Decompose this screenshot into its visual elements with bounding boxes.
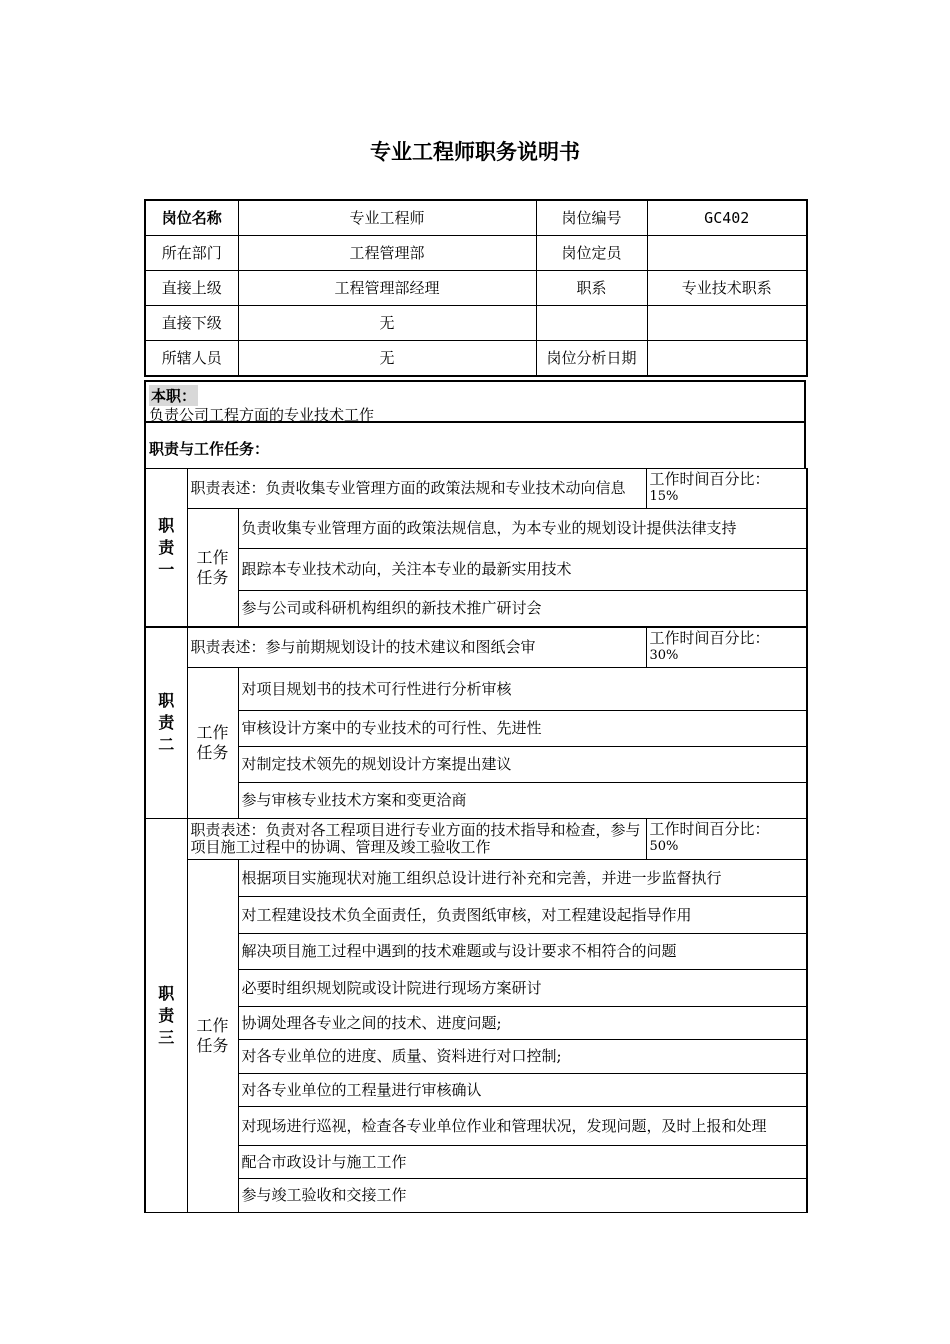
info-value: 工程管理部 <box>238 236 536 271</box>
info-value: 无 <box>238 306 536 341</box>
task-item: 对制定技术领先的规划设计方案提出建议 <box>238 747 807 783</box>
document-title: 专业工程师职务说明书 <box>370 140 580 164</box>
task-item: 必要时组织规划院或设计院进行现场方案研讨 <box>238 970 807 1007</box>
info-label: 职系 <box>536 271 647 306</box>
task-row <box>145 1179 807 1213</box>
task-item: 对各专业单位的进度、质量、资料进行对口控制; <box>238 1040 807 1074</box>
info-label <box>536 306 647 341</box>
task-item: 解决项目施工过程中遇到的技术难题或与设计要求不相符合的问题 <box>238 934 807 970</box>
info-value <box>647 306 807 341</box>
info-row <box>145 306 807 341</box>
task-item: 负责收集专业管理方面的政策法规信息，为本专业的规划设计提供法律支持 <box>238 509 807 549</box>
task-row <box>145 509 807 549</box>
info-value: GC402 <box>647 200 807 236</box>
task-row <box>145 591 807 627</box>
info-row <box>145 200 807 236</box>
duty-label: 职 责 三 <box>145 819 187 1213</box>
main-duty-label: 本职： <box>151 387 197 405</box>
responsibilities-header <box>144 422 806 468</box>
task-item: 跟踪本专业技术动向，关注本专业的最新实用技术 <box>238 549 807 591</box>
task-item: 参与公司或科研机构组织的新技术推广研讨会 <box>238 591 807 627</box>
task-row <box>145 1040 807 1074</box>
info-label: 所在部门 <box>145 236 238 271</box>
duty-description: 职责表述：负责对各工程项目进行专业方面的技术指导和检查，参与项目施工过程中的协调、管理及竣工验收工作 <box>187 819 646 860</box>
duty-table-1 <box>144 468 808 627</box>
task-item: 对工程建设技术负全面责任，负责图纸审核，对工程建设起指导作用 <box>238 897 807 934</box>
info-value <box>647 341 807 377</box>
info-label: 岗位名称 <box>145 200 238 236</box>
info-value: 无 <box>238 341 536 377</box>
task-row <box>145 747 807 783</box>
task-item: 对现场进行巡视，检查各专业单位作业和管理状况，发现问题，及时上报和处理 <box>238 1107 807 1146</box>
task-row <box>145 783 807 819</box>
info-value: 专业技术职系 <box>647 271 807 306</box>
task-row <box>145 668 807 711</box>
info-label: 直接下级 <box>145 306 238 341</box>
info-row <box>145 271 807 306</box>
info-label: 所辖人员 <box>145 341 238 377</box>
work-task-label: 工作 任务 <box>187 860 238 1213</box>
task-item: 对项目规划书的技术可行性进行分析审核 <box>238 668 807 711</box>
info-label: 岗位定员 <box>536 236 647 271</box>
task-item: 根据项目实施现状对施工组织总设计进行补充和完善，并进一步监督执行 <box>238 860 807 897</box>
task-row <box>145 711 807 747</box>
duty-desc-row <box>145 469 807 509</box>
responsibilities-title: 职责与工作任务： <box>149 440 270 458</box>
task-item: 配合市政设计与施工工作 <box>238 1146 807 1179</box>
task-item: 参与竣工验收和交接工作 <box>238 1179 807 1213</box>
duty-label: 职 责 一 <box>145 469 187 627</box>
task-row <box>145 1007 807 1040</box>
task-row <box>145 970 807 1007</box>
duty-label: 职 责 二 <box>145 628 187 819</box>
task-item: 协调处理各专业之间的技术、进度问题; <box>238 1007 807 1040</box>
info-label: 直接上级 <box>145 271 238 306</box>
task-row <box>145 1074 807 1107</box>
task-row <box>145 934 807 970</box>
task-row <box>145 1107 807 1146</box>
duty-desc-row <box>145 819 807 860</box>
info-row <box>145 341 807 377</box>
position-info-table <box>144 199 808 377</box>
duty-description: 职责表述：负责收集专业管理方面的政策法规和专业技术动向信息 <box>187 469 646 509</box>
task-row <box>145 897 807 934</box>
duty-desc-row <box>145 628 807 668</box>
info-label: 岗位编号 <box>536 200 647 236</box>
task-row <box>145 549 807 591</box>
main-duty-section <box>144 380 806 422</box>
main-duty-text: 负责公司工程方面的专业技术工作 <box>149 406 375 424</box>
task-item: 参与审核专业技术方案和变更洽商 <box>238 783 807 819</box>
work-task-label: 工作 任务 <box>187 668 238 819</box>
duty-description: 职责表述：参与前期规划设计的技术建议和图纸会审 <box>187 628 646 668</box>
duty-time-percent: 工作时间百分比： 15% <box>646 469 807 509</box>
duty-table-2 <box>144 627 808 819</box>
info-value: 工程管理部经理 <box>238 271 536 306</box>
info-row <box>145 236 807 271</box>
info-label: 岗位分析日期 <box>536 341 647 377</box>
info-value <box>647 236 807 271</box>
task-item: 审核设计方案中的专业技术的可行性、先进性 <box>238 711 807 747</box>
task-row <box>145 1146 807 1179</box>
duty-time-percent: 工作时间百分比： 50% <box>646 819 807 860</box>
info-value: 专业工程师 <box>238 200 536 236</box>
duty-table-3 <box>144 818 808 1213</box>
task-item: 对各专业单位的工程量进行审核确认 <box>238 1074 807 1107</box>
duty-time-percent: 工作时间百分比： 30% <box>646 628 807 668</box>
work-task-label: 工作 任务 <box>187 509 238 627</box>
task-row <box>145 860 807 897</box>
